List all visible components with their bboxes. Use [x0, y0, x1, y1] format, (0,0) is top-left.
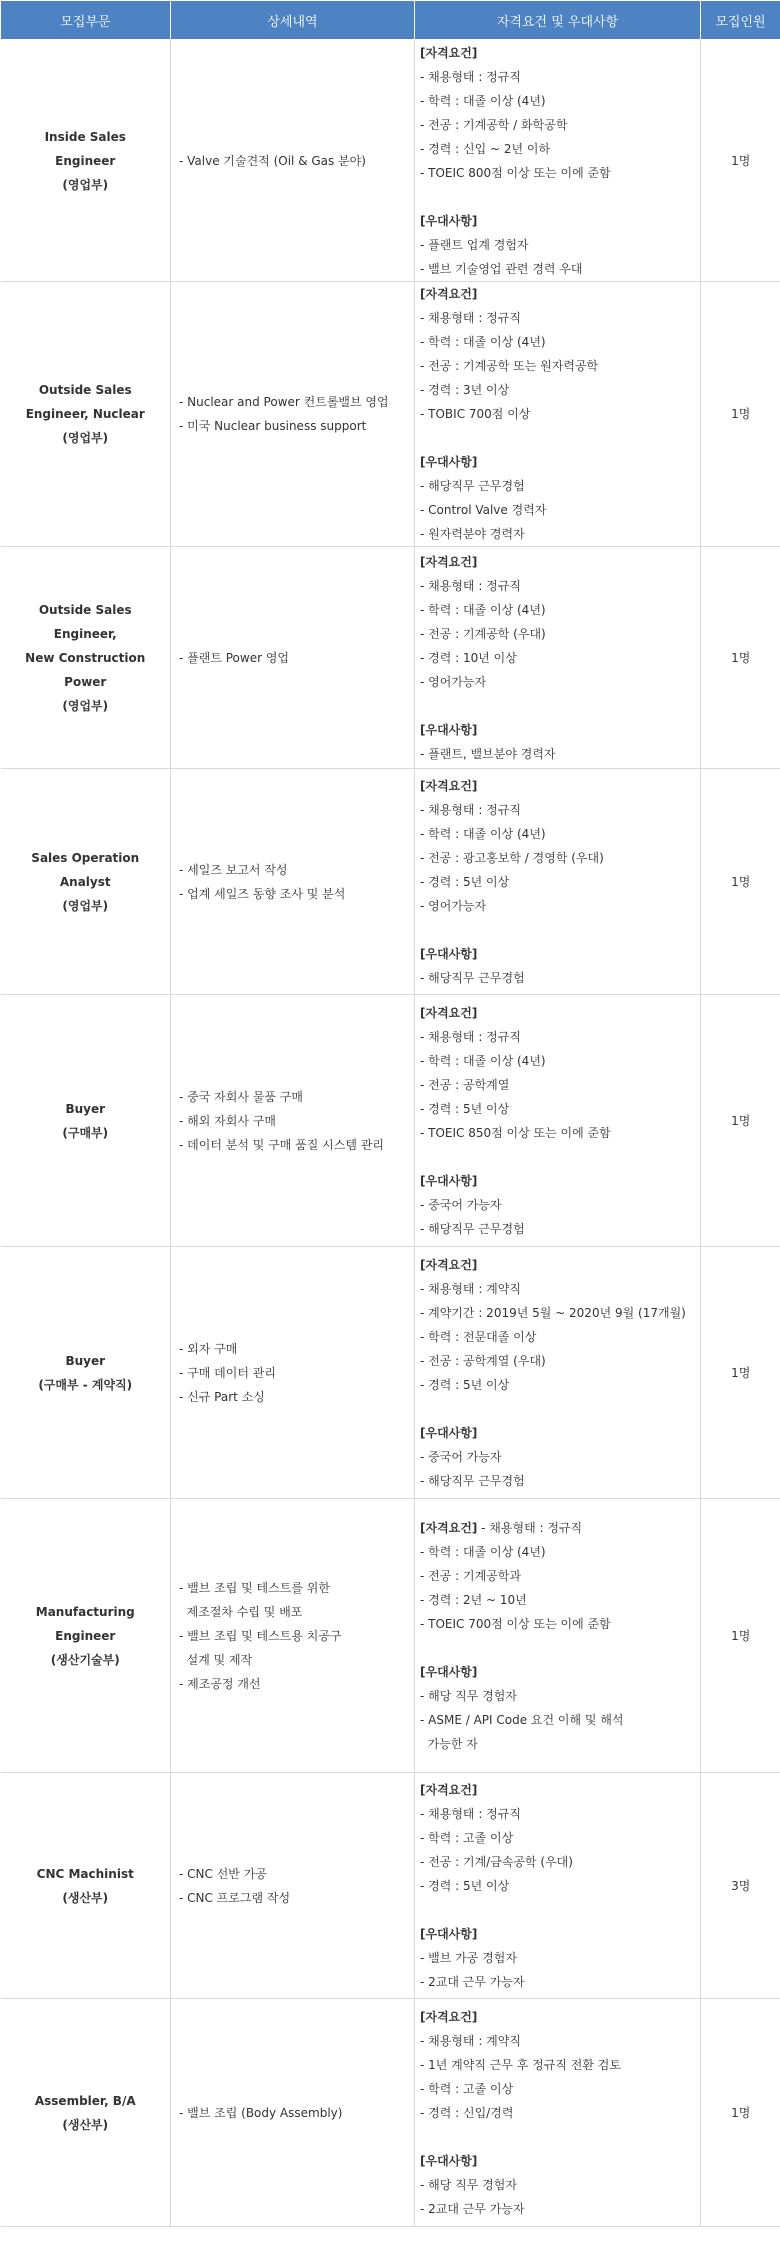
qualification-line: - 채용형태 : 계약직	[420, 1281, 521, 1296]
requirements-cell	[415, 1999, 701, 2227]
qualification-line: - 경력 : 5년 이상	[420, 1878, 510, 1893]
qualification-line: - 전공 : 기계/금속공학 (우대)	[420, 1854, 573, 1869]
qualification-line: - 채용형태 : 정규직	[420, 69, 521, 84]
spacer	[420, 1397, 700, 1421]
qualification-line: - 채용형태 : 정규직	[420, 802, 521, 817]
header-requirements: 자격요건 및 우대사항	[415, 1, 701, 40]
qualification-line: - 학력 : 고졸 이상	[420, 1830, 514, 1845]
preferred-line: - 원자력분야 경력자	[420, 527, 525, 541]
qualification-line: - 경력 : 5년 이상	[420, 1101, 510, 1116]
position-line: Outside Sales Engineer,	[38, 602, 132, 641]
table-row	[1, 995, 780, 1247]
headcount-cell: 1명	[701, 1999, 780, 2227]
qualification-line: - 학력 : 전문대졸 이상	[420, 1329, 537, 1344]
position-cell	[1, 547, 171, 769]
detail-line: - CNC 선반 가공	[179, 1866, 267, 1881]
preferred-line: - ASME / API Code 요건 이해 및 해석	[420, 1712, 624, 1727]
preferred-heading: [우대사항]	[420, 2153, 478, 2168]
headcount-cell: 1명	[701, 769, 780, 995]
detail-line: - 밸브 조립 및 테스트를 위한	[179, 1580, 330, 1595]
preferred-heading: [우대사항]	[420, 1173, 478, 1188]
position-cell	[1, 1999, 171, 2227]
position-line: New Construction Power	[25, 650, 146, 689]
qualification-line: - 채용형태 : 정규직	[420, 578, 521, 593]
position-line: (생산부)	[62, 2117, 109, 2132]
qualification-line: - 학력 : 대졸 이상 (4년)	[420, 826, 546, 841]
qualification-heading: [자격요건]	[420, 554, 478, 569]
preferred-heading: [우대사항]	[420, 946, 478, 961]
spacer	[420, 1145, 700, 1169]
requirements-cell	[415, 547, 701, 769]
header-row	[1, 1, 780, 40]
detail-line: - 미국 Nuclear business support	[179, 419, 367, 433]
requirements-cell	[415, 1499, 701, 1773]
detail-line: - 제조공정 개선	[179, 1676, 261, 1691]
detail-line: - CNC 프로그램 작성	[179, 1890, 291, 1905]
position-cell	[1, 40, 171, 282]
position-line: CNC Machinist	[36, 1866, 134, 1881]
requirements-cell	[415, 40, 701, 282]
position-line: Engineer, Nuclear	[25, 407, 145, 421]
detail-line: - 업계 세일즈 동향 조사 및 분석	[179, 886, 346, 901]
headcount-cell: 1명	[701, 282, 780, 547]
qualification-line: - 학력 : 고졸 이상	[420, 2081, 514, 2096]
spacer	[420, 2125, 700, 2149]
qualification-line: - 학력 : 대졸 이상 (4년)	[420, 93, 546, 108]
spacer	[420, 918, 700, 942]
preferred-line: - 플랜트 업계 경험자	[420, 237, 529, 252]
position-line: Assembler, B/A	[34, 2093, 136, 2108]
qualification-heading-line	[420, 2005, 700, 2029]
position-cell	[1, 995, 171, 1247]
spacer	[420, 1898, 700, 1922]
preferred-line: - Control Valve 경력자	[420, 503, 547, 517]
headcount-cell: 1명	[701, 1247, 780, 1499]
headcount-cell: 1명	[701, 1499, 780, 1773]
preferred-heading: [우대사항]	[420, 1664, 478, 1679]
table-row	[1, 1247, 780, 1499]
table-row	[1, 1999, 780, 2227]
table-row	[1, 1773, 780, 1999]
detail-line: 제조절차 수립 및 배포	[179, 1604, 303, 1619]
spacer	[420, 185, 700, 209]
qualification-line: - 채용형태 : 정규직	[420, 311, 521, 325]
table-row	[1, 1499, 780, 1773]
qualification-line: - 계약기간 : 2019년 5월 ~ 2020년 9월 (17개월)	[420, 1305, 686, 1320]
preferred-line: - 2교대 근무 가능자	[420, 2201, 525, 2216]
preferred-line: - 해당직무 근무경험	[420, 1473, 525, 1488]
position-line: Outside Sales	[38, 383, 132, 397]
preferred-line: - 해당 직무 경험자	[420, 1688, 517, 1703]
position-cell	[1, 769, 171, 995]
position-cell	[1, 1499, 171, 1773]
requirements-cell	[415, 1773, 701, 1999]
preferred-line: - 2교대 근무 가능자	[420, 1974, 525, 1989]
headcount-cell: 1명	[701, 547, 780, 769]
position-cell	[1, 1773, 171, 1999]
position-line: (생산부)	[62, 1890, 109, 1905]
preferred-heading: [우대사항]	[420, 213, 478, 228]
requirements-cell	[415, 282, 701, 547]
preferred-line: - 중국어 가능자	[420, 1449, 502, 1464]
qualification-line: - 채용형태 : 정규직	[420, 1029, 521, 1044]
details-cell	[171, 995, 415, 1247]
qualification-line: - 전공 : 공학계열 (우대)	[420, 1353, 546, 1368]
qualification-line: - 전공 : 기계공학과	[420, 1568, 521, 1583]
qualification-line: - 학력 : 대졸 이상 (4년)	[420, 1544, 546, 1559]
table-row	[1, 282, 780, 547]
qualification-line: - 전공 : 광고홍보학 / 경영학 (우대)	[420, 850, 604, 865]
qualification-line: - TOBIC 700점 이상	[420, 407, 531, 421]
detail-line: - 중국 자회사 물품 구매	[179, 1089, 303, 1104]
position-line: (영업부)	[62, 898, 109, 913]
preferred-line: - 해당직무 근무경험	[420, 1221, 525, 1236]
header-count: 모집인원	[701, 1, 780, 40]
qualification-line: - 경력 : 5년 이상	[420, 874, 510, 889]
header-details: 상세내역	[171, 1, 415, 40]
preferred-line: - 해당직무 근무경험	[420, 970, 525, 985]
position-line: Engineer	[55, 153, 116, 168]
position-line: (구매부)	[62, 1125, 109, 1140]
requirements-cell	[415, 1247, 701, 1499]
details-cell	[171, 1999, 415, 2227]
spacer	[420, 694, 700, 718]
qualification-line: - 1년 계약직 근무 후 정규직 전환 검토	[420, 2057, 621, 2072]
detail-line: 설계 및 제작	[179, 1652, 253, 1667]
detail-line: - 세일즈 보고서 작성	[179, 862, 288, 877]
qualification-heading-line	[420, 41, 700, 65]
qualification-line: - 경력 : 신입 ~ 2년 이하	[420, 141, 551, 156]
details-cell	[171, 547, 415, 769]
details-cell	[171, 1247, 415, 1499]
preferred-line: - 중국어 가능자	[420, 1197, 502, 1212]
qualification-heading: [자격요건]	[420, 1520, 478, 1535]
qualification-line: - 경력 : 신입/경력	[420, 2105, 514, 2120]
qualification-heading-line	[420, 1778, 700, 1802]
preferred-line: - 해당 직무 경험자	[420, 2177, 517, 2192]
headcount-cell: 1명	[701, 40, 780, 282]
qualification-line: - 전공 : 공학계열	[420, 1077, 510, 1092]
qualification-heading-line	[420, 282, 700, 306]
preferred-heading: [우대사항]	[420, 1425, 478, 1440]
qualification-heading: [자격요건]	[420, 1257, 478, 1272]
requirements-cell	[415, 769, 701, 995]
position-cell	[1, 1247, 171, 1499]
detail-line: - 외자 구매	[179, 1341, 238, 1356]
details-cell	[171, 769, 415, 995]
qualification-line: - 전공 : 기계공학 (우대)	[420, 626, 546, 641]
position-line: Buyer	[65, 1101, 106, 1116]
preferred-line: - 플랜트, 밸브분야 경력자	[420, 746, 556, 761]
table-row	[1, 769, 780, 995]
detail-line: - 데이터 분석 및 구매 품질 시스템 관리	[179, 1137, 384, 1152]
table-row	[1, 40, 780, 282]
detail-line: - 신규 Part 소싱	[179, 1389, 265, 1404]
preferred-heading: [우대사항]	[420, 1926, 478, 1941]
qualification-line: - 영어가능자	[420, 898, 487, 913]
detail-line: - 구매 데이터 관리	[179, 1365, 276, 1380]
position-line: (영업부)	[62, 698, 109, 713]
position-line: Buyer	[65, 1353, 106, 1368]
qualification-line: - TOEIC 700점 이상 또는 이에 준함	[420, 1616, 611, 1631]
qualification-line: - 경력 : 5년 이상	[420, 1377, 510, 1392]
position-cell	[1, 282, 171, 547]
details-cell	[171, 1773, 415, 1999]
position-line: (구매부 - 계약직)	[38, 1377, 133, 1392]
details-cell	[171, 1499, 415, 1773]
position-line: (생산기술부)	[50, 1652, 120, 1667]
detail-line: - 밸브 조립 (Body Assembly)	[179, 2105, 343, 2120]
qualification-heading: [자격요건]	[420, 1782, 478, 1797]
detail-line: - 밸브 조립 및 테스트용 치공구	[179, 1628, 342, 1643]
qualification-heading-line	[420, 1516, 700, 1540]
qualification-line: - 경력 : 3년 이상	[420, 383, 510, 397]
qualification-heading: [자격요건]	[420, 2009, 478, 2024]
qualification-heading: [자격요건]	[420, 287, 478, 301]
qualification-line: - 영어가능자	[420, 674, 487, 689]
position-line: Sales Operation Analyst	[31, 850, 140, 889]
qualification-heading: [자격요건]	[420, 778, 478, 793]
position-line: Manufacturing Engineer	[35, 1604, 135, 1643]
qualification-inline: - 채용형태 : 정규직	[477, 1520, 583, 1535]
qualification-line: - 학력 : 대졸 이상 (4년)	[420, 335, 546, 349]
details-cell	[171, 40, 415, 282]
preferred-heading: [우대사항]	[420, 722, 478, 737]
qualification-heading-line	[420, 550, 700, 574]
detail-line: - Valve 기술견적 (Oil & Gas 분야)	[179, 153, 366, 168]
qualification-line: - TOEIC 800점 이상 또는 이에 준함	[420, 165, 611, 180]
qualification-line: - 채용형태 : 계약직	[420, 2033, 521, 2048]
qualification-line: - 학력 : 대졸 이상 (4년)	[420, 602, 546, 617]
table-row	[1, 547, 780, 769]
position-line: (영업부)	[62, 177, 109, 192]
qualification-line: - 학력 : 대졸 이상 (4년)	[420, 1053, 546, 1068]
preferred-line: - 밸브 기술영업 관련 경력 우대	[420, 261, 583, 276]
headcount-cell: 1명	[701, 995, 780, 1247]
preferred-line: 가능한 자	[420, 1736, 478, 1751]
qualification-heading-line	[420, 1001, 700, 1025]
qualification-line: - 전공 : 기계공학 또는 원자력공학	[420, 359, 599, 373]
detail-line: - 해외 자회사 구매	[179, 1113, 276, 1128]
preferred-line: - 해당직무 근무경험	[420, 479, 525, 493]
qualification-heading: [자격요건]	[420, 1005, 478, 1020]
qualification-line: - TOEIC 850점 이상 또는 이에 준함	[420, 1125, 611, 1140]
spacer	[420, 426, 700, 450]
qualification-line: - 전공 : 기계공학 / 화학공학	[420, 117, 568, 132]
position-line: (영업부)	[62, 431, 109, 445]
preferred-heading: [우대사항]	[420, 455, 478, 469]
qualification-heading-line	[420, 774, 700, 798]
headcount-cell: 3명	[701, 1773, 780, 1999]
qualification-heading: [자격요건]	[420, 45, 478, 60]
preferred-line: - 밸브 가공 경험자	[420, 1950, 517, 1965]
qualification-line: - 경력 : 2년 ~ 10년	[420, 1592, 527, 1607]
position-line: Inside Sales	[44, 129, 126, 144]
qualification-line: - 경력 : 10년 이상	[420, 650, 517, 665]
qualification-heading-line	[420, 1253, 700, 1277]
qualification-line: - 채용형태 : 정규직	[420, 1806, 521, 1821]
detail-line: - Nuclear and Power 컨트롤밸브 영업	[179, 395, 389, 409]
requirements-cell	[415, 995, 701, 1247]
detail-line: - 플랜트 Power 영업	[179, 650, 290, 665]
header-position: 모집부문	[1, 1, 171, 40]
details-cell	[171, 282, 415, 547]
spacer	[420, 1636, 700, 1660]
